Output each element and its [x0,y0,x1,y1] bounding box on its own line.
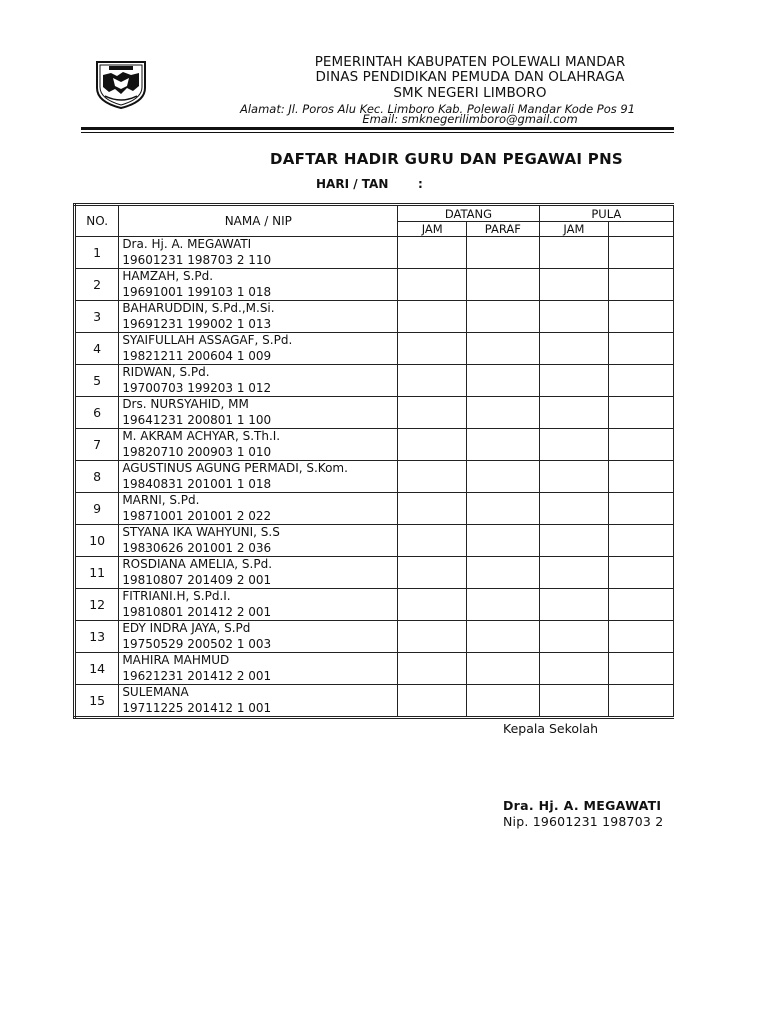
row-number: 4 [75,333,119,365]
cell-pulang-paraf [609,333,674,365]
row-name-nip [119,653,398,685]
row-name-nip [119,493,398,525]
cell-pulang-jam [539,237,609,269]
cell-pulang-paraf [609,589,674,621]
document-title: DAFTAR HADIR GURU DAN PEGAWAI PNS [270,150,624,168]
signature-role: Kepala Sekolah [503,721,599,736]
employee-name: M. AKRAM ACHYAR, S.Th.I. [122,429,281,443]
row-number: 10 [75,525,119,557]
table-row [75,397,674,429]
cell-pulang-paraf [609,557,674,589]
header-pulang-jam: JAM [539,222,609,237]
row-name-nip [119,269,398,301]
row-number: 14 [75,653,119,685]
cell-pulang-jam [539,557,609,589]
cell-datang-paraf [467,301,540,333]
cell-datang-jam [398,493,467,525]
table-row [75,301,674,333]
employee-name: SULEMANA [122,685,189,699]
letterhead-school: SMK NEGERI LIMBORO [393,85,547,101]
cell-pulang-paraf [609,653,674,685]
employee-nip: 19830626 201001 2 036 [122,540,272,555]
cell-datang-jam [398,461,467,493]
employee-nip: 19820710 200903 1 010 [122,444,272,459]
row-number: 11 [75,557,119,589]
cell-pulang-paraf [609,397,674,429]
row-name-nip [119,621,398,653]
table-row [75,237,674,269]
row-number: 3 [75,301,119,333]
cell-datang-jam [398,653,467,685]
row-number: 6 [75,397,119,429]
cell-pulang-jam [539,429,609,461]
employee-name: FITRIANI.H, S.Pd.I. [122,589,231,603]
date-colon: : [418,177,423,191]
signature-nip: Nip. 19601231 198703 2 [503,814,664,829]
employee-name: RIDWAN, S.Pd. [122,365,210,379]
cell-pulang-jam [539,397,609,429]
row-name-nip [119,333,398,365]
letterhead-address: Alamat: Jl. Poros Alu Kec. Limboro Kab. Polewali Mandar Kode Pos 91 [240,102,636,116]
cell-datang-jam [398,269,467,301]
cell-pulang-jam [539,301,609,333]
cell-datang-jam [398,365,467,397]
row-number: 9 [75,493,119,525]
employee-nip: 19871001 201001 2 022 [122,508,272,523]
table-row [75,685,674,718]
cell-pulang-paraf [609,685,674,718]
cell-datang-paraf [467,461,540,493]
cell-pulang-jam [539,461,609,493]
employee-nip: 19840831 201001 1 018 [122,476,272,491]
cell-datang-paraf [467,589,540,621]
employee-name: EDY INDRA JAYA, S.Pd [122,621,251,635]
cell-pulang-jam [539,525,609,557]
header-pulang-paraf [609,222,674,237]
cell-pulang-jam [539,621,609,653]
cell-datang-paraf [467,237,540,269]
table-row [75,557,674,589]
employee-nip: 19750529 200502 1 003 [122,636,272,651]
row-name-nip [119,557,398,589]
row-name-nip [119,365,398,397]
row-number: 12 [75,589,119,621]
employee-nip: 19691231 199002 1 013 [122,316,272,331]
cell-pulang-paraf [609,301,674,333]
row-name-nip [119,589,398,621]
cell-datang-paraf [467,685,540,718]
cell-pulang-paraf [609,621,674,653]
employee-name: Drs. NURSYAHID, MM [122,397,249,411]
table-row [75,461,674,493]
cell-datang-paraf [467,365,540,397]
cell-datang-jam [398,525,467,557]
cell-pulang-jam [539,685,609,718]
employee-name: MARNI, S.Pd. [122,493,200,507]
date-label: HARI / TAN [316,177,389,191]
table-row [75,493,674,525]
cell-pulang-paraf [609,493,674,525]
cell-datang-paraf [467,429,540,461]
cell-pulang-jam [539,653,609,685]
header-nama-nip: NAMA / NIP [119,205,398,237]
table-row [75,429,674,461]
cell-datang-paraf [467,269,540,301]
employee-nip: 19691001 199103 1 018 [122,284,272,299]
cell-pulang-paraf [609,269,674,301]
employee-name: STYANA IKA WAHYUNI, S.S [122,525,280,539]
table-row [75,525,674,557]
row-name-nip [119,429,398,461]
employee-nip: 19711225 201412 1 001 [122,700,272,715]
header-datang-jam: JAM [398,222,467,237]
cell-pulang-jam [539,589,609,621]
row-name-nip [119,685,398,718]
cell-datang-jam [398,333,467,365]
letterhead-department: DINAS PENDIDIKAN PEMUDA DAN OLAHRAGA [315,69,625,85]
row-number: 7 [75,429,119,461]
cell-pulang-paraf [609,237,674,269]
attendance-table [73,203,674,719]
letterhead-email: Email: smknegerilimboro@gmail.com [362,112,578,126]
employee-nip: 19641231 200801 1 100 [122,412,272,427]
cell-pulang-paraf [609,461,674,493]
employee-nip: 19700703 199203 1 012 [122,380,272,395]
row-number: 15 [75,685,119,718]
employee-nip: 19621231 201412 2 001 [122,668,272,683]
employee-name: MAHIRA MAHMUD [122,653,230,667]
table-row [75,621,674,653]
cell-pulang-jam [539,365,609,397]
employee-name: SYAIFULLAH ASSAGAF, S.Pd. [122,333,293,347]
cell-datang-jam [398,557,467,589]
cell-datang-jam [398,589,467,621]
employee-name: AGUSTINUS AGUNG PERMADI, S.Kom. [122,461,348,475]
cell-datang-paraf [467,493,540,525]
cell-pulang-paraf [609,525,674,557]
table-row [75,653,674,685]
employee-name: HAMZAH, S.Pd. [122,269,214,283]
cell-datang-jam [398,397,467,429]
table-row [75,333,674,365]
row-name-nip [119,461,398,493]
table-row [75,269,674,301]
row-name-nip [119,301,398,333]
letterhead-rule-thick [81,127,674,130]
header-datang-paraf: PARAF [467,222,540,237]
cell-datang-paraf [467,397,540,429]
cell-pulang-jam [539,269,609,301]
row-name-nip [119,397,398,429]
employee-nip: 19810801 201412 2 001 [122,604,272,619]
cell-pulang-paraf [609,429,674,461]
employee-name: Dra. Hj. A. MEGAWATI [122,237,252,251]
signature-name: Dra. Hj. A. MEGAWATI [503,798,662,813]
row-number: 8 [75,461,119,493]
row-number: 13 [75,621,119,653]
cell-datang-jam [398,301,467,333]
row-name-nip [119,237,398,269]
employee-nip: 19821211 200604 1 009 [122,348,272,363]
cell-datang-jam [398,685,467,718]
cell-pulang-jam [539,493,609,525]
employee-nip: 19601231 198703 2 110 [122,252,272,267]
header-pulang: PULA [539,205,673,222]
letterhead-government: PEMERINTAH KABUPATEN POLEWALI MANDAR [314,54,626,70]
row-number: 5 [75,365,119,397]
cell-datang-jam [398,237,467,269]
header-datang: DATANG [398,205,539,222]
row-name-nip [119,525,398,557]
table-row [75,365,674,397]
employee-name: ROSDIANA AMELIA, S.Pd. [122,557,273,571]
cell-datang-paraf [467,557,540,589]
cell-datang-jam [398,429,467,461]
cell-pulang-paraf [609,365,674,397]
cell-datang-paraf [467,621,540,653]
cell-datang-paraf [467,333,540,365]
cell-datang-paraf [467,525,540,557]
row-number: 2 [75,269,119,301]
cell-pulang-jam [539,333,609,365]
letterhead-rule-thin [81,132,674,133]
employee-name: BAHARUDDIN, S.Pd.,M.Si. [122,301,275,315]
cell-datang-jam [398,621,467,653]
header-no: NO. [75,205,119,237]
row-number: 1 [75,237,119,269]
table-row [75,589,674,621]
regency-crest-icon [93,58,149,110]
employee-nip: 19810807 201409 2 001 [122,572,272,587]
cell-datang-paraf [467,653,540,685]
